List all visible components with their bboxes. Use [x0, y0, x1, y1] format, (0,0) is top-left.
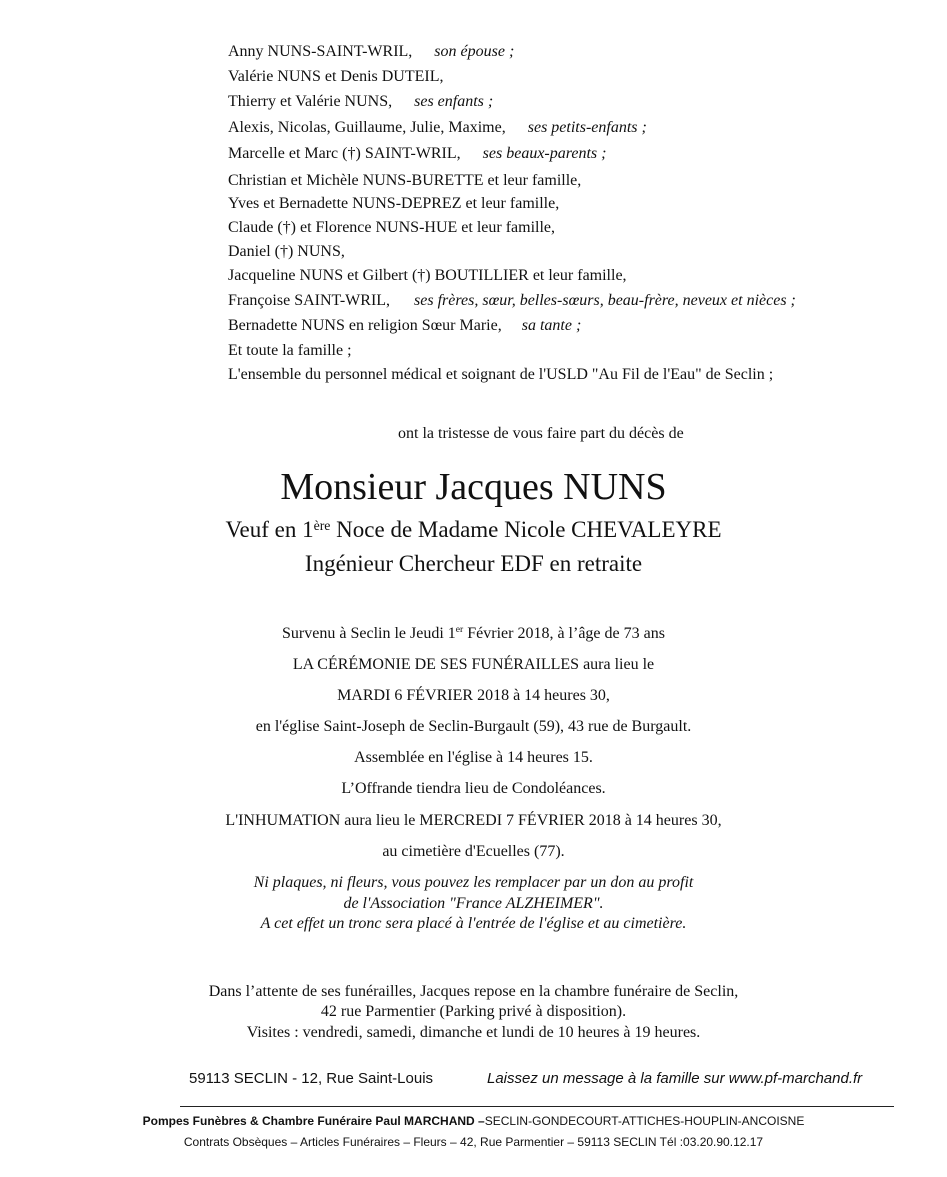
ceremony-date: MARDI 6 FÉVRIER 2018 à 14 heures 30,	[337, 687, 610, 704]
announcement-text: ont la tristesse de vous faire part du décès de	[398, 425, 684, 442]
family-line: Daniel (†) NUNS,	[228, 243, 345, 260]
offering-line: L’Offrande tiendra lieu de Condoléances.	[341, 780, 606, 797]
family-line: Et toute la famille ;	[228, 342, 352, 359]
footer-address: 59113 SECLIN - 12, Rue Saint-Louis	[189, 1070, 434, 1087]
rest-line: Dans l’attente de ses funérailles, Jacques repose en la chambre funéraire de Seclin,	[208, 983, 739, 1000]
visits-line: Visites : vendredi, samedi, dimanche et lundi de 10 heures à 19 heures.	[246, 1024, 701, 1041]
family-line: Jacqueline NUNS et Gilbert (†) BOUTILLIER et leur famille,	[228, 267, 627, 284]
family-line: Christian et Michèle NUNS-BURETTE et leur famille,	[228, 172, 582, 189]
donation-line: Ni plaques, ni fleurs, vous pouvez les remplacer par un don au profit	[253, 874, 694, 891]
company-line: Pompes Funèbres & Chambre Funéraire Paul MARCHAND –SECLIN-GONDECOURT-ATTICHES-HOUPLIN-ANCOISNE	[142, 1114, 805, 1128]
family-line: Bernadette NUNS en religion Sœur Marie, sa tante ;	[228, 317, 582, 334]
family-line: Claude (†) et Florence NUNS-HUE et leur famille,	[228, 219, 556, 236]
family-line: Alexis, Nicolas, Guillaume, Julie, Maxime, ses petits-enfants ;	[228, 119, 647, 136]
ceremony-place: en l'église Saint-Joseph de Seclin-Burgault (59), 43 rue de Burgault.	[255, 718, 692, 735]
death-line: Survenu à Seclin le Jeudi 1er Février 2018, à l’âge de 73 ans	[282, 624, 665, 642]
family-line: Yves et Bernadette NUNS-DEPREZ et leur famille,	[228, 195, 560, 212]
footer-message: Laissez un message à la famille sur www.pf-marchand.fr	[487, 1070, 863, 1087]
cemetery-line: au cimetière d'Ecuelles (77).	[382, 843, 565, 860]
donation-line: de l'Association "France ALZHEIMER".	[343, 895, 604, 912]
family-line: Valérie NUNS et Denis DUTEIL,	[228, 68, 444, 85]
donation-line: A cet effet un tronc sera placé à l'entrée de l'église et au cimetière.	[260, 915, 687, 932]
family-line: Anny NUNS-SAINT-WRIL, son épouse ;	[228, 43, 515, 60]
rest-line: 42 rue Parmentier (Parking privé à disposition).	[320, 1003, 627, 1020]
family-line: L'ensemble du personnel médical et soignant de l'USLD "Au Fil de l'Eau" de Seclin ;	[228, 366, 774, 383]
family-line: Françoise SAINT-WRIL, ses frères, sœur, belles-sœurs, beau-frère, neveux et nièces ;	[228, 292, 796, 309]
contracts-line: Contrats Obsèques – Articles Funéraires – Fleurs – 42, Rue Parmentier – 59113 SECLIN Tél :03.20.90.12.17	[183, 1135, 764, 1149]
assembly-line: Assemblée en l'église à 14 heures 15.	[354, 749, 593, 766]
family-line: Thierry et Valérie NUNS, ses enfants ;	[228, 93, 494, 110]
burial-line: L'INHUMATION aura lieu le MERCREDI 7 FÉVRIER 2018 à 14 heures 30,	[225, 812, 722, 829]
widower-line: Veuf en 1ère Noce de Madame Nicole CHEVALEYRE	[225, 517, 722, 542]
deceased-name: Monsieur Jacques NUNS	[280, 466, 667, 508]
footer-divider	[180, 1106, 894, 1107]
profession-line: Ingénieur Chercheur EDF en retraite	[304, 551, 643, 576]
ceremony-line: LA CÉRÉMONIE DE SES FUNÉRAILLES aura lieu le	[292, 656, 655, 673]
family-line: Marcelle et Marc (†) SAINT-WRIL, ses beaux-parents ;	[228, 145, 607, 162]
